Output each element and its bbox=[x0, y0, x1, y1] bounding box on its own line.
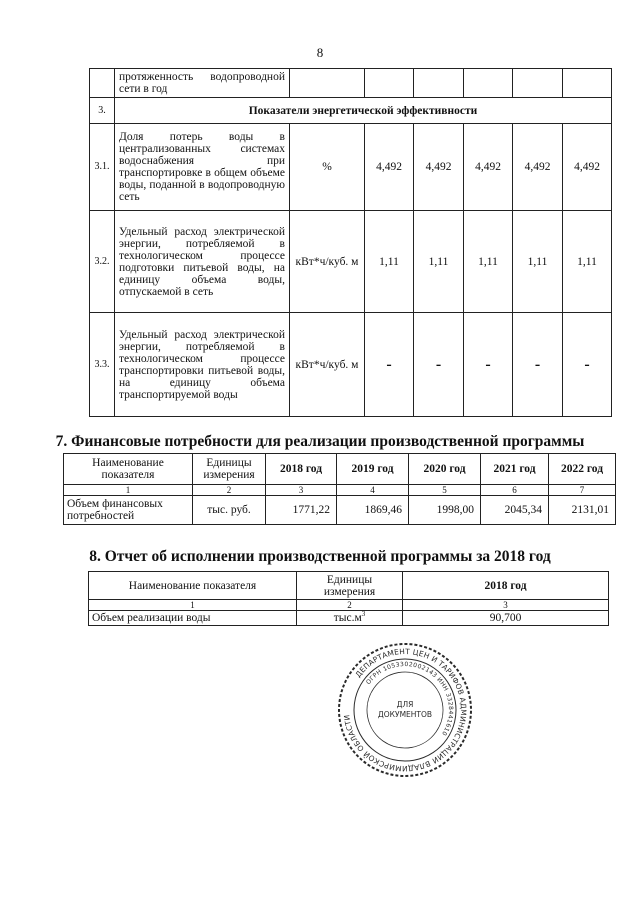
column-number: 6 bbox=[481, 485, 549, 496]
section-number: 3. bbox=[90, 98, 115, 124]
value-cell: 1869,46 bbox=[337, 496, 409, 525]
column-number: 2 bbox=[297, 600, 403, 611]
column-header: 2021 год bbox=[481, 454, 549, 485]
table-row bbox=[90, 124, 612, 211]
row-description: Удельный расход электрической энергии, потребляемой в технологическом процессе подготовки питьевой воды, на единицу объема воды, отпускаемой в сеть bbox=[115, 211, 290, 313]
stamp-center-line1: ДЛЯ bbox=[396, 700, 414, 709]
table-row bbox=[64, 496, 616, 525]
table-row bbox=[90, 211, 612, 313]
value-cell: - bbox=[464, 313, 513, 417]
row-number: 3.1. bbox=[90, 124, 115, 211]
header-row bbox=[89, 572, 609, 600]
row-number: 3.3. bbox=[90, 313, 115, 417]
row-unit: % bbox=[290, 124, 365, 211]
column-header: 2018 год bbox=[403, 572, 609, 600]
row-name: Объем финансовых потребностей bbox=[64, 496, 193, 525]
stamp-graphic bbox=[335, 640, 475, 780]
value-cell: 1,11 bbox=[464, 211, 513, 313]
value-cell: 4,492 bbox=[365, 124, 414, 211]
value-cell: 1,11 bbox=[414, 211, 464, 313]
execution-report-table bbox=[88, 571, 609, 626]
table-row bbox=[90, 69, 612, 98]
value-cell: 90,700 bbox=[403, 611, 609, 626]
value-cell: - bbox=[563, 313, 612, 417]
column-number-row bbox=[64, 485, 616, 496]
column-header: 2019 год bbox=[337, 454, 409, 485]
energy-efficiency-table bbox=[89, 68, 612, 417]
unit-text: тыс.м bbox=[333, 612, 362, 624]
financial-needs-table bbox=[63, 453, 616, 525]
column-header: Наименование показателя bbox=[89, 572, 297, 600]
value-cell: 1771,22 bbox=[266, 496, 337, 525]
row-description: Удельный расход электрической энергии, потребляемой в технологическом процессе транспортировки питьевой воды, на единицу объема транспортируемой воды bbox=[115, 313, 290, 417]
section-8-title: 8. Отчет об исполнении производственной программы за 2018 год bbox=[89, 548, 551, 565]
row-description: протяженность водопроводной сети в год bbox=[115, 69, 290, 98]
column-number: 2 bbox=[193, 485, 266, 496]
column-header: 2022 год bbox=[549, 454, 616, 485]
column-header: 2020 год bbox=[409, 454, 481, 485]
value-cell: 4,492 bbox=[513, 124, 563, 211]
value-cell: 4,492 bbox=[414, 124, 464, 211]
value-cell: 4,492 bbox=[464, 124, 513, 211]
stamp-ring-text: ДЕПАРТАМЕНТ ЦЕН И ТАРИФОВ АДМИНИСТРАЦИИ ВЛАДИМИРСКОЙ ОБЛАСТИ bbox=[342, 646, 469, 774]
column-number: 5 bbox=[409, 485, 481, 496]
value-cell: - bbox=[414, 313, 464, 417]
value-cell: 2045,34 bbox=[481, 496, 549, 525]
column-number-row bbox=[89, 600, 609, 611]
value-cell: 1,11 bbox=[513, 211, 563, 313]
column-number: 1 bbox=[89, 600, 297, 611]
value-cell: - bbox=[365, 313, 414, 417]
value-cell: 1998,00 bbox=[409, 496, 481, 525]
official-stamp bbox=[335, 640, 475, 780]
value-cell: 1,11 bbox=[365, 211, 414, 313]
section-title: Показатели энергетической эффективности bbox=[115, 98, 612, 124]
row-unit: кВт*ч/куб. м bbox=[290, 211, 365, 313]
column-number: 1 bbox=[64, 485, 193, 496]
row-name: Объем реализации воды bbox=[89, 611, 297, 626]
column-header: Наименование показателя bbox=[64, 454, 193, 485]
unit-superscript: 3 bbox=[361, 610, 366, 619]
row-description: Доля потерь воды в централизованных системах водоснабжения при транспортировке в общем объеме воды, поданной в водопроводную сеть bbox=[115, 124, 290, 211]
page-number: 8 bbox=[316, 45, 324, 60]
column-number: 7 bbox=[549, 485, 616, 496]
value-cell: 4,492 bbox=[563, 124, 612, 211]
row-unit: кВт*ч/куб. м bbox=[290, 313, 365, 417]
table-row bbox=[89, 611, 609, 626]
section-7-title: 7. Финансовые потребности для реализации производственной программы bbox=[55, 433, 585, 450]
column-header: Единицы измерения bbox=[193, 454, 266, 485]
row-unit bbox=[297, 611, 403, 626]
column-number: 3 bbox=[266, 485, 337, 496]
value-cell: 2131,01 bbox=[549, 496, 616, 525]
section-header-row bbox=[90, 98, 612, 124]
row-number: 3.2. bbox=[90, 211, 115, 313]
header-row bbox=[64, 454, 616, 485]
stamp-center-line2: ДОКУМЕНТОВ bbox=[377, 710, 433, 719]
column-header: 2018 год bbox=[266, 454, 337, 485]
stamp-ids-text: ОГРН 1053302002143 ИНН 3328441610 bbox=[364, 660, 455, 737]
column-number: 4 bbox=[337, 485, 409, 496]
row-unit: тыс. руб. bbox=[193, 496, 266, 525]
column-header: Единицы измерения bbox=[297, 572, 403, 600]
table-row bbox=[90, 313, 612, 417]
value-cell: 1,11 bbox=[563, 211, 612, 313]
column-number: 3 bbox=[403, 600, 609, 611]
value-cell: - bbox=[513, 313, 563, 417]
